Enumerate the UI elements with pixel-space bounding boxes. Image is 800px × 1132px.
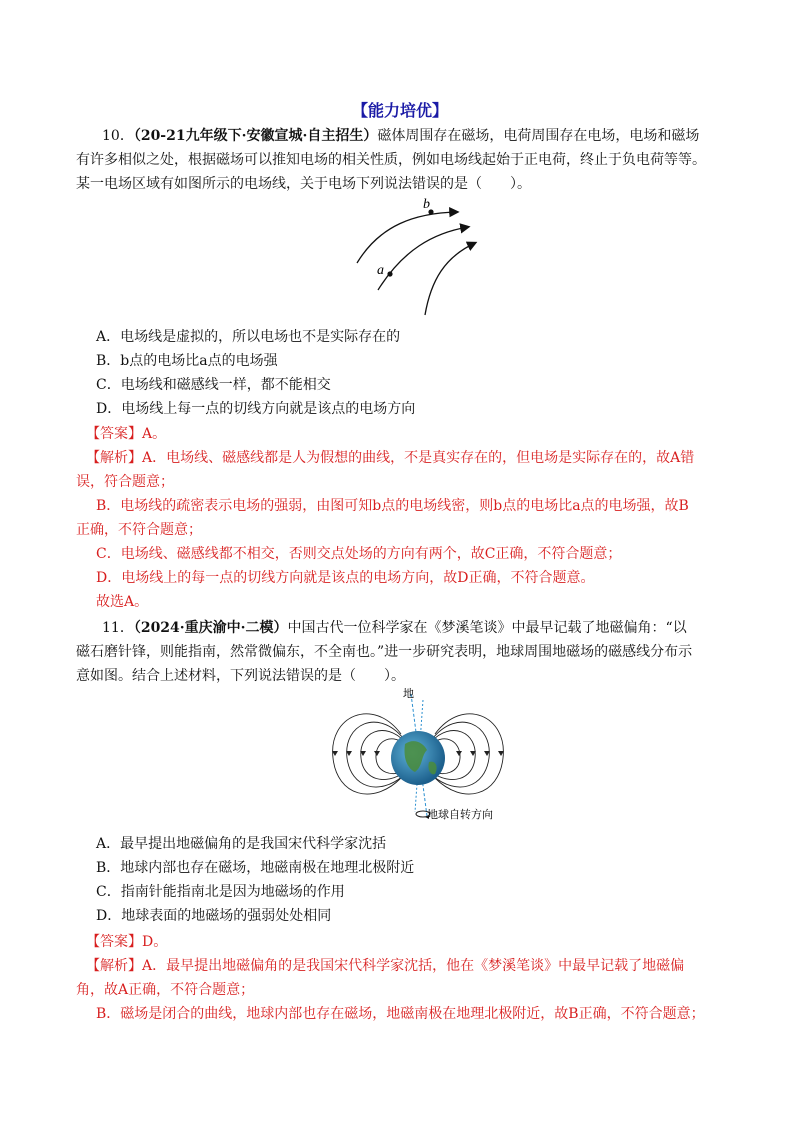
q11-option-d: D．地球表面的地磁场的强弱处处相同 [96,908,332,924]
q11-analysis-line1: 【解析】A．最早提出地磁偏角的是我国宋代科学家沈括，他在《梦溪笔谈》中最早记载了地磁偏 [86,958,685,974]
q10-stem-line2: 有许多相似之处，根据磁场可以推知电场的相关性质，例如电场线起始于正电荷，终止于负电荷等等。 [76,152,706,168]
q10-conclusion: 故选A。 [96,594,149,610]
q11-option-a: A．最早提出地磁偏角的是我国宋代科学家沈括 [96,836,387,852]
q11-number: 11． [102,620,134,636]
q11-analysis-line2: 角，故A正确，不符合题意； [76,982,255,998]
q10-analysis-line4: 正确，不符合题意； [76,522,202,538]
electric-field-lines-figure [345,195,495,320]
q11-stem-rest: 中国古代一位科学家在《梦溪笔谈》中最早记载了地磁偏角：“以 [287,620,687,636]
section-title: 【能力培优】 [351,101,448,120]
q11-option-c: C．指南针能指南北是因为地磁场的作用 [96,884,345,900]
q10-analysis-line2: 误，符合题意； [76,474,174,490]
q11-source: （2024·重庆渝中·二模） [133,620,288,636]
q10-option-a: A．电场线是虚拟的，所以电场也不是实际存在的 [96,329,401,345]
earth-magnetic-field-figure [323,686,513,824]
q10-number: 10． [102,128,134,144]
label-a: a [377,263,384,278]
q10-stem-line1 [76,124,726,148]
q10-option-c: C．电场线和磁感线一样，都不能相交 [96,377,331,393]
q10-analysis-line1: 【解析】A．电场线、磁感线都是人为假想的曲线，不是真实存在的，但电场是实际存在的，故A错 [86,450,695,466]
q11-analysis-line3: B．磁场是闭合的曲线，地球内部也存在磁场，地磁南极在地理北极附近，故B正确，不符合题意； [96,1006,705,1022]
q11-option-b: B．地球内部也存在磁场，地磁南极在地理北极附近 [96,860,415,876]
q10-answer: 【答案】A。 [86,426,167,442]
q10-option-b: B．b点的电场比a点的电场强 [96,353,278,369]
label-b: b [423,197,430,212]
q11-answer: 【答案】D。 [86,934,168,950]
field-line-2 [378,227,468,290]
q10-analysis-line5: C．电场线、磁感线都不相交，否则交点处场的方向有两个，故C正确，不符合题意； [96,546,622,562]
rotation-label: 地球自转方向 [427,808,493,821]
q11-stem-line2: 磁石磨针锋，则能指南，然常微偏东，不全南也。”进一步研究表明，地球周围地磁场的磁感线分布示 [76,644,693,660]
q10-stem-rest: 磁体周围存在磁场，电荷周围存在电场，电场和磁场 [377,128,700,144]
q10-analysis-line3: B．电场线的疏密表示电场的强弱，由图可知b点的电场线密，则b点的电场比a点的电场强，故B [96,498,689,514]
field-line-3 [425,243,475,315]
q10-stem-line3: 某一电场区域有如图所示的电场线，关于电场下列说法错误的是（ ）。 [76,176,531,192]
q11-stem-line3: 意如图。结合上述材料，下列说法错误的是（ ）。 [76,668,405,684]
q10-analysis-line6: D．电场线上的每一点的切线方向就是该点的电场方向，故D正确，不符合题意。 [96,570,595,586]
point-a-dot [387,271,392,276]
north-label: 地 [403,687,414,700]
q10-source: （20-21九年级下·安徽宣城·自主招生） [133,128,378,144]
q11-stem-line1 [76,616,726,640]
q10-option-d: D．电场线上每一点的切线方向就是该点的电场方向 [96,401,416,417]
